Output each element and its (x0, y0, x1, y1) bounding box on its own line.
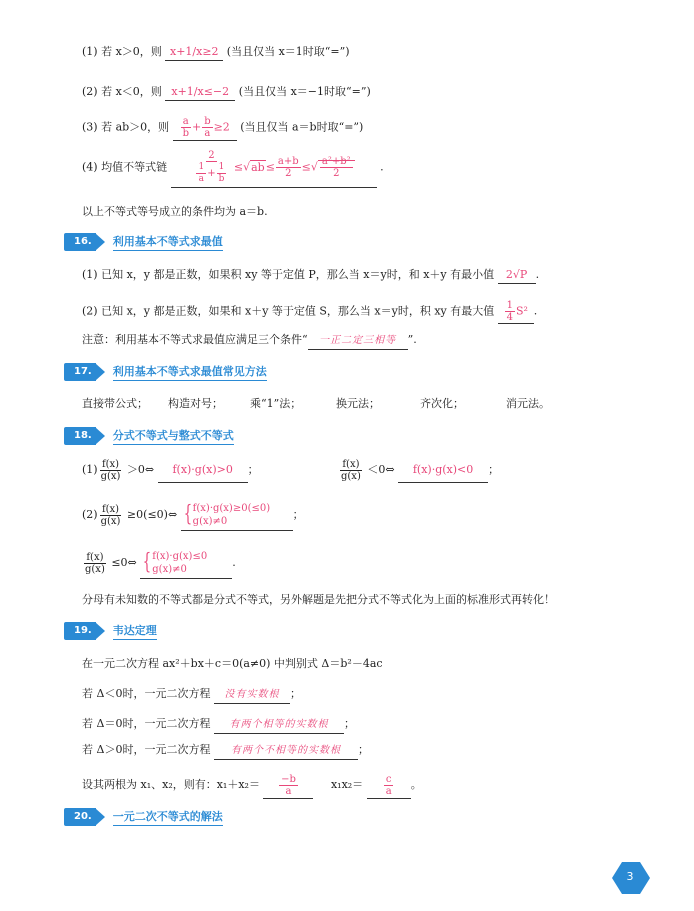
s18-system-2-line-2: g(x)≠0 (152, 564, 187, 575)
s16-line-2-text: (2) 已知 x，y 都是正数，如果和 x＋y 等于定值 S，那么当 x＝y时，积 xy 有最大值 (82, 304, 495, 318)
page-number-badge (608, 860, 652, 896)
item-3-prefix: (3) 若 ab＞0，则 (82, 120, 170, 134)
section-19-header (64, 622, 157, 640)
s19-answer-zero: 有两个相等的实数根 (214, 717, 344, 734)
section-16-header (64, 233, 223, 251)
s16-line-2: (2) 已知 x，y 都是正数，如果和 x＋y 等于定值 S，那么当 x＝y时，积 xy 有最大值 $\frac{1}{4}$ S². (82, 300, 538, 323)
s19-answer-positive: 有两个不相等的实数根 (214, 743, 358, 760)
s19-vieta-sum-text: 设其两根为 x₁、x₂，则有：x₁＋x₂＝ (82, 778, 260, 791)
section-18-number: 18. (68, 427, 96, 445)
equality-note: 以上不等式等号成立的条件均为 a＝b. (82, 205, 268, 218)
s18-answer-2: f(x)·g(x)<0 (398, 458, 488, 483)
s16-line-1: (1) 已知 x，y 都是正数，如果积 xy 等于定值 P，那么当 x＝y时，和 x＋y 有最小值 2√P . (82, 267, 539, 284)
item-2-answer: x+1/x≤−2 (165, 84, 235, 101)
section-20-header (64, 808, 223, 826)
s16-min-answer: 2√P (498, 267, 536, 284)
section-17-title: 利用基本不等式求最值常见方法 (113, 364, 267, 381)
s19-vieta-product-text: x₁x₂＝ (330, 778, 364, 791)
s18-system-1-line-2: g(x)≠0 (192, 516, 228, 527)
s18-system-1: { f(x)·g(x)≥0(≤0) g(x)≠0 (181, 500, 293, 531)
section-16-number: 16. (68, 233, 96, 251)
s18-note: 分母有未知数的不等式都是分式不等式，另外解题是先把分式不等式化为上面的标准形式再转化！ (82, 593, 555, 606)
s18-row-3: (2) $\frac{f(x)}{g(x)}$ ≥0(≤0)⇔ { f(x)·g(x)≥0(≤0) g(x)≠0 ； (82, 500, 304, 531)
s16-max-answer: $\frac{1}{4}$ S² (498, 300, 534, 324)
s18-answer-1: f(x)·g(x)>0 (158, 458, 248, 483)
inequality-item-3 (82, 116, 363, 141)
section-20-number: 20. (68, 808, 96, 826)
mean-inequality-chain: 2 $\frac{1}{a}$ + $\frac{1}{b}$ ≤√ab≤ $\frac{a+b}{2}$ ≤√ $\frac{\text{a²+b²}}{2}$ (171, 150, 377, 188)
s18-system-1-line-1: f(x)·g(x)≥0(≤0) (192, 503, 271, 514)
inequality-item-4: (4) 均值不等式链 2 $\frac{1}{a}$ + $\frac{1}{b}$ ≤√ab≤ $\frac{a+b}{2}$ ≤√ $\frac{\text{a²+b²}}{2}$ . (82, 150, 384, 188)
s19-case-positive-text: 若 Δ＞0时，一元二次方程 (82, 743, 211, 756)
s19-discriminant: 在一元二次方程 ax²＋bx＋c＝0(a≠0) 中判别式 Δ＝b²－4ac (82, 657, 383, 670)
s19-product-answer: $\frac{c}{a}$ (367, 772, 411, 799)
s16-note-text: 注意：利用基本不等式求最值应满足三个条件“ (82, 333, 308, 346)
s16-note (82, 332, 417, 350)
s16-note-end: ”. (407, 333, 417, 346)
item-4-prefix: (4) 均值不等式链 (82, 160, 168, 174)
section-16-title: 利用基本不等式求最值 (113, 234, 223, 251)
method-3: 乘“1”法； (250, 397, 302, 410)
s19-case-negative: 若 Δ＜0时，一元二次方程 没有实数根 ； (82, 686, 301, 704)
item-2-condition: (当且仅当 x＝−1时取“=”) (238, 85, 371, 98)
s18-row-4: $\frac{f(x)}{g(x)}$ ≤0⇔ { f(x)·g(x)≤0 g(x)≠0 . (82, 548, 236, 579)
item-2-prefix: (2) 若 x＜0，则 (82, 85, 162, 98)
item-1-prefix: (1) 若 x＞0，则 (82, 45, 162, 58)
s18-row-2: $\frac{f(x)}{g(x)}$ ＜0⇔ f(x)·g(x)<0 ； (341, 458, 500, 482)
section-20-title: 一元二次不等式的解法 (113, 809, 223, 826)
s18-system-2: { f(x)·g(x)≤0 g(x)≠0 (140, 548, 232, 579)
inequality-item-2 (82, 84, 371, 101)
section-18-title: 分式不等式与整式不等式 (113, 428, 234, 445)
s18-system-2-line-1: f(x)·g(x)≤0 (152, 551, 208, 562)
method-2: 构造对号； (168, 397, 223, 410)
section-18-header (64, 427, 234, 445)
s16-line-1-text: (1) 已知 x，y 都是正数，如果积 xy 等于定值 P，那么当 x＝y时，和 x＋y 有最小值 (82, 268, 495, 281)
s19-vieta: 设其两根为 x₁、x₂，则有：x₁＋x₂＝ $\frac{-b}{a}$ x₁x₂＝ $\frac{c}{a}$ 。 (82, 772, 422, 799)
section-17-number: 17. (68, 363, 96, 381)
inequality-item-1 (82, 44, 350, 61)
item-3-condition: (当且仅当 a＝b时取“=”) (240, 120, 364, 134)
s19-sum-answer: $\frac{-b}{a}$ (263, 772, 313, 799)
s19-case-negative-text: 若 Δ＜0时，一元二次方程 (82, 687, 211, 700)
page-number: 3 (626, 870, 634, 883)
s18-row-1: (1) $\frac{f(x)}{g(x)}$ ＞0⇔ f(x)·g(x)>0 ； (82, 458, 259, 482)
section-19-title: 韦达定理 (113, 623, 157, 640)
section-19-number: 19. (68, 622, 96, 640)
method-4: 换元法； (336, 397, 380, 410)
item-3-answer: $\frac{a}{b}$ + $\frac{b}{a}$ ≥2 (173, 116, 237, 141)
item-1-condition: (当且仅当 x＝1时取“=”) (226, 45, 350, 58)
s19-case-zero: 若 Δ＝0时，一元二次方程 有两个相等的实数根 ； (82, 716, 355, 734)
item-1-answer: x+1/x≥2 (165, 44, 223, 61)
s16-three-conditions: 一正二定三相等 (308, 333, 408, 350)
section-17-header (64, 363, 267, 381)
s19-case-positive: 若 Δ＞0时，一元二次方程 有两个不相等的实数根 ； (82, 742, 369, 760)
s19-case-zero-text: 若 Δ＝0时，一元二次方程 (82, 717, 211, 730)
s19-answer-negative: 没有实数根 (214, 687, 290, 704)
method-5: 齐次化； (420, 397, 464, 410)
method-1: 直接带公式； (82, 397, 148, 410)
method-6: 消元法。 (506, 397, 550, 410)
